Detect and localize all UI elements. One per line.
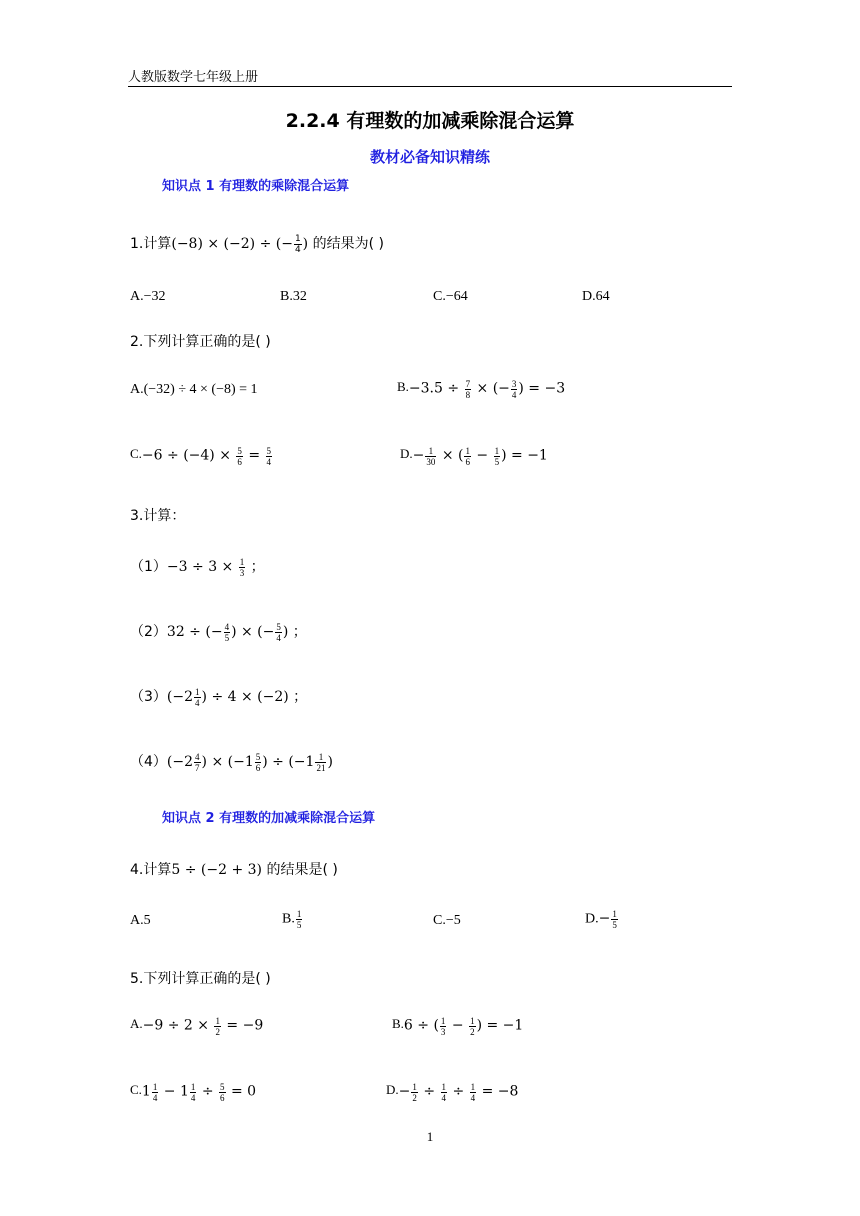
- q4-option-c: C.−5: [433, 913, 461, 928]
- page-number: 1: [426, 1129, 434, 1144]
- question-5: 5.下列计算正确的是( ): [130, 971, 271, 987]
- q5-option-c: C.1 $\frac{1}{4}$ − 1 $\frac{1}{4}$ ÷ $\frac{5}{6}$ = 0: [130, 1082, 257, 1103]
- question-1: 1.计算(−8) × (−2) ÷ (− $\frac{1}{4}$ ) 的结果为( ): [130, 233, 384, 255]
- q1-fraction: $\frac{1}{4}$: [294, 233, 301, 255]
- section-subtitle: 教材必备知识精练: [369, 148, 490, 166]
- q2-option-b: B.−3.5 ÷ $\frac{7}{8}$ × (− $\frac{3}{4}$ ) = −3: [397, 379, 566, 400]
- question-4: 4.计算5 ÷ (−2 + 3) 的结果是( ): [130, 862, 338, 878]
- q2-option-d: D.− $\frac{1}{30}$ × ( $\frac{1}{6}$ − $\frac{1}{5}$ ) = −1: [400, 446, 548, 467]
- q4-option-b: B. $\frac{1}{5}$: [282, 909, 302, 930]
- question-3: 3.计算：: [130, 508, 186, 524]
- knowledge-point-1: 知识点 1 有理数的乘除混合运算: [162, 179, 350, 194]
- q2-option-a: A.(−32) ÷ 4 × (−8) = 1: [130, 382, 258, 397]
- q3-part-3: （3）(−2 $\frac{1}{4}$ ) ÷ 4 × (−2) ；: [130, 687, 308, 709]
- q4-option-d: D.− $\frac{1}{5}$: [585, 909, 617, 930]
- q2-option-c: C.−6 ÷ (−4) × $\frac{5}{6}$ = $\frac{5}{4}$: [130, 446, 272, 467]
- q1-stem-post: 的结果为( ): [308, 236, 384, 252]
- q1-option-d: D.64: [582, 289, 610, 304]
- q5-option-a: A.−9 ÷ 2 × $\frac{1}{2}$ = −9: [130, 1016, 264, 1037]
- page-title: 2.2.4 有理数的加减乘除混合运算: [285, 110, 575, 132]
- q1-stem-pre: 计算: [143, 236, 172, 252]
- book-header: 人教版数学七年级上册: [128, 70, 259, 85]
- q1-option-a: A.−32: [130, 289, 166, 304]
- q1-option-c: C.−64: [433, 289, 468, 304]
- q1-option-b: B.32: [280, 289, 307, 304]
- q3-part-2: （2）32 ÷ (− $\frac{4}{5}$ ) × (− $\frac{5}{4}$ ) ；: [130, 622, 307, 644]
- q5-option-b: B.6 ÷ ( $\frac{1}{3}$ − $\frac{1}{2}$ ) = −1: [392, 1016, 524, 1037]
- q3-part-1: （1）−3 ÷ 3 × $\frac{1}{3}$ ；: [130, 557, 265, 579]
- q3-part-4: （4）(−2 $\frac{4}{7}$ ) × (−1 $\frac{5}{6}$ ) ÷ (−1 $\frac{1}{21}$ ): [130, 752, 333, 774]
- knowledge-point-2: 知识点 2 有理数的加减乘除混合运算: [162, 811, 376, 826]
- q5-option-d: D.− $\frac{1}{2}$ ÷ $\frac{1}{4}$ ÷ $\frac{1}{4}$ = −8: [386, 1082, 519, 1103]
- question-2: 2.下列计算正确的是( ): [130, 334, 271, 350]
- q1-expr: (−8) × (−2) ÷ (−: [171, 236, 293, 252]
- header-rule: [128, 86, 732, 87]
- q4-option-a: A.5: [130, 913, 151, 928]
- q1-number: 1.: [130, 236, 144, 252]
